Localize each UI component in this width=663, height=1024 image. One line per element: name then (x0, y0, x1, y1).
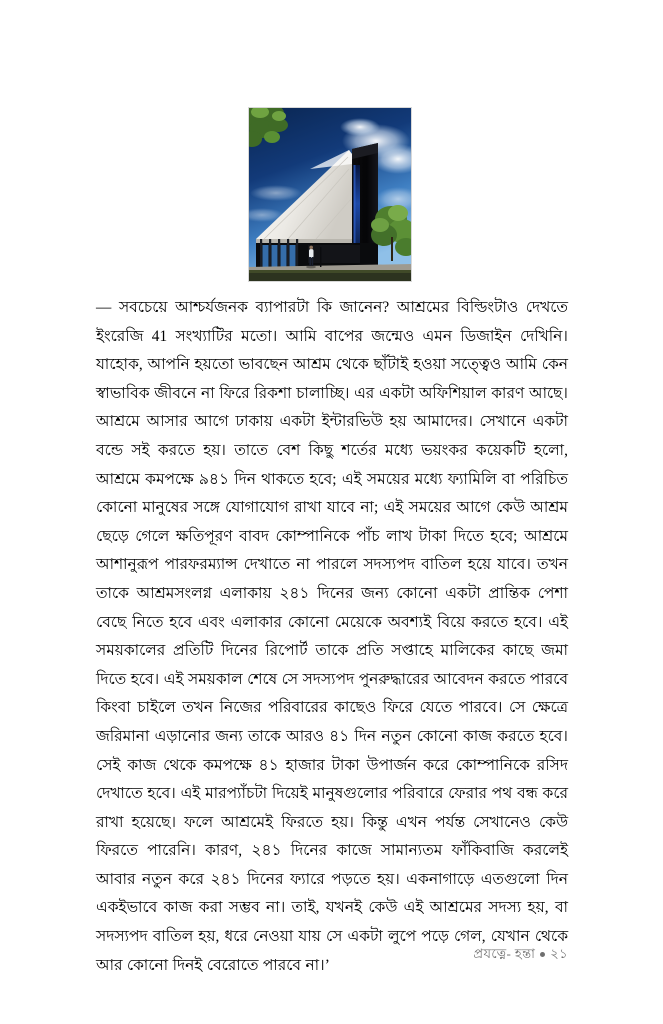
pole (320, 247, 321, 267)
lobby-glass (308, 245, 360, 263)
paragraph: — সবচেয়ে আশ্চর্যজনক ব্যাপারটা কি জানেন? আশ্রমের বিল্ডিংটাও দেখতে ইংরেজি 41 সংখ্যাটির মতো। আমি বাপের জন্মেও এমন ডিজাইন দেখিনি। যাহোক, আপনি হয়তো ভাবছেন আশ্রম থেকে ছাঁটাই হওয়া সত্ত্বেও আমি কেন স্বাভাবিক জীবনে না ফিরে রিকশা চালাচ্ছি। এর একটা অফিশিয়াল কারণ আছে। আশ্রমে আসার আগে ঢাকায় একটা ইন্টারভিউ হয় আমাদের। সেখানে একটা বন্ডে সই করতে হয়। তাতে বেশ কিছু শর্তের মধ্যে ভয়ংকর কয়েকটি হলো, আশ্রমে কমপক্ষে ৯৪১ দিন থাকতে হবে; এই সময়ের মধ্যে ফ্যামিলি বা পরিচিত কোনো মানুষের সঙ্গে যোগাযোগ রাখা যাবে না; এই সময়ের আগে কেউ আশ্রম ছেড়ে গেলে ক্ষতিপূরণ বাবদ কোম্পানিকে পাঁচ লাখ টাকা দিতে হবে; আশ্রমে আশানুরূপ পারফরম্যান্স দেখাতে না পারলে সদস্যপদ বাতিল হয়ে যাবে। তখন তাকে আশ্রমসংলগ্ন এলাকায় ২৪১ দিনের জন্য কোনো একটা প্রান্তিক পেশা বেছে নিতে হবে এবং এলাকার কোনো মেয়েকে অবশ্যই বিয়ে করতে হবে। এই সময়কালের প্রতিটি দিনের রিপোর্ট তাকে প্রতি সপ্তাহে মালিকের কাছে জমা দিতে হবে। এই সময়কাল শেষে সে সদস্যপদ পুনরুদ্ধারের আবেদন করতে পারবে কিংবা চাইলে তখন নিজের পরিবারের কাছেও ফিরে যেতে পারবে। সে ক্ষেত্রে জরিমানা এড়ানোর জন্য তাকে আরও ৪১ দিন নতুন কোনো কাজ করতে হবে। সেই কাজ থেকে কমপক্ষে ৪১ হাজার টাকা উপার্জন করে কোম্পানিকে রসিদ দেখাতে হবে। এই মারপ্যাঁচটা দিয়েই মানুষগুলোর পরিবারে ফেরার পথ বন্ধ করে রাখা হয়েছে। ফলে আশ্রমেই ফিরতে হয়। কিন্তু এখন পর্যন্ত সেখানেও কেউ ফিরতে পারেনি। কারণ, ২৪১ দিনের কাজে সামান্যতম ফাঁকিবাজি করলেই আবার নতুন করে ২৪১ দিনের ফ্যারে পড়তে হয়। একনাগাড়ে এতগুলো দিন একইভাবে কাজ করা সম্ভব না। তাই, যখনই কেউ এই আশ্রমের সদস্য হয়, বা সদস্যপদ বাতিল হয়, ধরে নেওয়া যায় সে একটা লুপে পড়ে গেল, যেখান থেকে আর কোনো দিনই বেরোতে পারবে না।’ (96, 299, 568, 974)
page-number: ২১ (550, 946, 568, 961)
body-text-block (96, 294, 568, 980)
glass-highlight (354, 165, 356, 251)
building-photograph (248, 107, 412, 282)
bullet-separator-icon (540, 952, 545, 957)
cloud (340, 118, 380, 136)
footer-book-title: প্রযত্নে- হন্তা (473, 946, 536, 961)
page-footer (96, 944, 568, 964)
person-shadow (306, 266, 316, 269)
grass-edge (248, 270, 412, 273)
figure-container (248, 107, 412, 282)
cloud (250, 185, 302, 201)
